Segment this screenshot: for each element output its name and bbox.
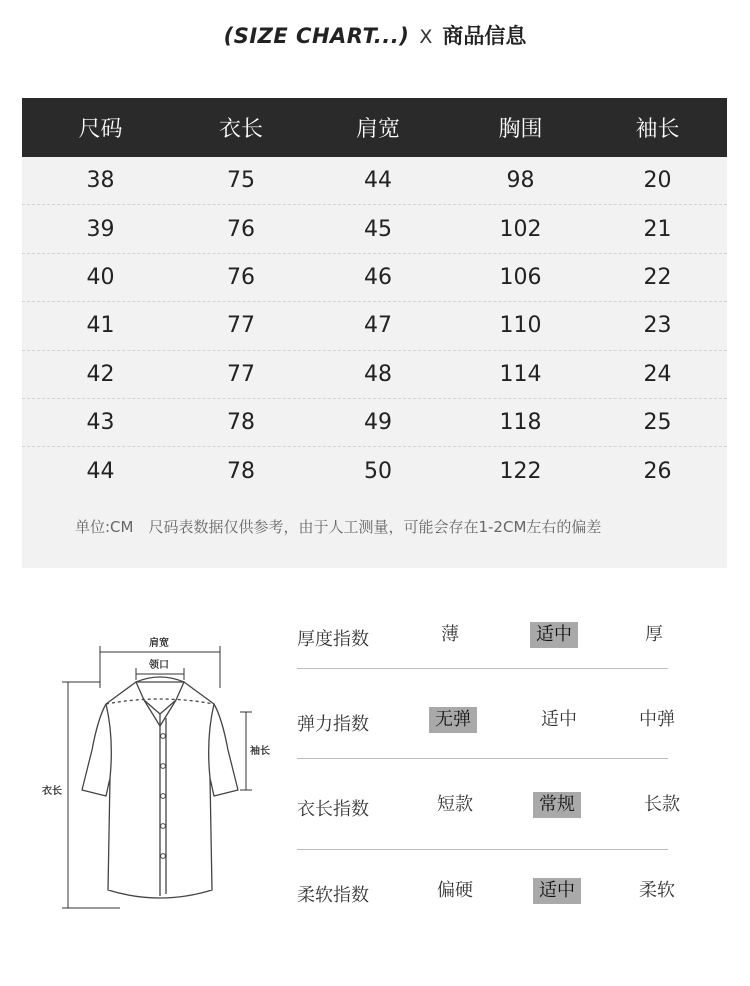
attribute-option: 适中: [541, 709, 577, 730]
attribute-row: [297, 701, 675, 741]
cell-length: 77: [227, 361, 255, 387]
label-length: 衣长: [42, 786, 62, 797]
size-chart-panel: [22, 98, 727, 568]
cell-size: 44: [86, 458, 115, 484]
table-row: [22, 157, 727, 205]
attribute-option-selected: 常规: [533, 792, 581, 818]
cell-chest: 102: [499, 216, 542, 242]
cell-shoulder: 50: [364, 458, 392, 484]
cell-size: 42: [86, 361, 115, 387]
attribute-option: 偏硬: [437, 880, 473, 901]
attribute-divider: [297, 849, 668, 850]
attribute-option: 长款: [644, 794, 680, 815]
cell-sleeve: 26: [643, 458, 672, 484]
column-header-size: 尺码: [78, 117, 123, 142]
cell-length: 76: [227, 216, 255, 242]
attribute-row: [297, 872, 675, 912]
attribute-divider: [297, 668, 668, 669]
title-english: (SIZE CHART...): [223, 24, 410, 48]
cell-size: 40: [86, 264, 115, 290]
attribute-option-selected: 适中: [530, 622, 578, 648]
cell-length: 77: [227, 313, 255, 339]
column-header-sleeve: 袖长: [635, 117, 680, 142]
cell-sleeve: 22: [643, 264, 672, 290]
size-table-body: [22, 157, 727, 495]
column-header-chest: 胸围: [498, 117, 543, 142]
column-header-length: 衣长: [218, 117, 263, 142]
table-row: [22, 447, 727, 494]
label-sleeve: 袖长: [250, 746, 270, 757]
attribute-label: 厚度指数: [297, 629, 369, 650]
cell-length: 78: [227, 458, 255, 484]
attribute-row: [297, 786, 680, 826]
shirt-diagram: [40, 628, 280, 918]
attribute-option: 厚: [645, 624, 663, 645]
column-header-shoulder: 肩宽: [355, 117, 400, 142]
label-collar: 领口: [149, 660, 169, 671]
cell-sleeve: 20: [643, 168, 672, 194]
cell-length: 78: [227, 410, 255, 436]
table-row: [22, 254, 727, 302]
size-note: 单位:CM 尺码表数据仅供参考，由于人工测量，可能会存在1-2CM左右的偏差: [75, 518, 602, 536]
shirt-buttons: [161, 734, 166, 859]
cell-chest: 122: [499, 458, 542, 484]
cell-length: 76: [227, 264, 255, 290]
cell-chest: 106: [499, 264, 542, 290]
cell-chest: 98: [506, 168, 535, 194]
attribute-option-selected: 无弹: [429, 707, 477, 733]
table-row: [22, 399, 727, 447]
cell-sleeve: 23: [643, 313, 672, 339]
attribute-option: 中弹: [639, 709, 675, 730]
attribute-label: 衣长指数: [297, 799, 369, 820]
cell-shoulder: 45: [364, 216, 392, 242]
attribute-row: [297, 616, 668, 656]
cell-shoulder: 47: [364, 313, 392, 339]
cell-chest: 110: [499, 313, 542, 339]
table-row: [22, 302, 727, 350]
cell-sleeve: 21: [643, 216, 672, 242]
cell-chest: 114: [499, 361, 542, 387]
title-separator: X: [419, 26, 433, 48]
cell-sleeve: 25: [643, 410, 672, 436]
attribute-option-selected: 适中: [533, 878, 581, 904]
cell-size: 38: [86, 168, 115, 194]
table-row: [22, 205, 727, 253]
cell-size: 43: [86, 410, 115, 436]
attribute-option: 柔软: [639, 880, 675, 901]
cell-shoulder: 48: [364, 361, 392, 387]
attribute-label: 柔软指数: [297, 885, 369, 906]
size-table-header: [22, 98, 727, 157]
cell-chest: 118: [499, 410, 542, 436]
cell-length: 75: [227, 168, 255, 194]
cell-shoulder: 49: [364, 410, 392, 436]
attribute-label: 弹力指数: [297, 714, 369, 735]
cell-size: 39: [86, 216, 115, 242]
attribute-option: 薄: [441, 624, 459, 645]
title-chinese: 商品信息: [442, 24, 527, 48]
attribute-option: 短款: [437, 794, 473, 815]
cell-sleeve: 24: [643, 361, 672, 387]
table-row: [22, 351, 727, 399]
cell-shoulder: 44: [364, 168, 392, 194]
label-shoulder: 肩宽: [149, 638, 169, 649]
page-title: [0, 20, 750, 50]
cell-shoulder: 46: [364, 264, 392, 290]
attribute-divider: [297, 758, 668, 759]
cell-size: 41: [86, 313, 115, 339]
